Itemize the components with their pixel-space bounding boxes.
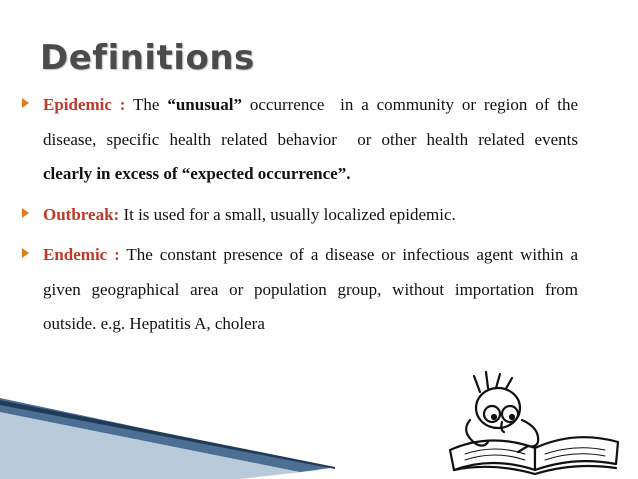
definition-text [43,88,625,192]
definition-text [43,198,578,233]
definition-epidemic [18,88,625,192]
emphasis-unusual: “unusual” [167,95,242,114]
term-epidemic: Epidemic : [43,95,126,114]
term-endemic: Endemic : [43,245,120,264]
glasses-right-lens [502,406,518,422]
glasses-left-lens [484,406,500,422]
definition-outbreak [18,198,578,233]
definitions-list [18,88,625,348]
left-eye [492,415,496,419]
definition-part: It is used for a small, usually localized epidemic. [119,204,456,224]
triangle-bullet-icon [22,208,29,218]
definition-text [43,238,578,342]
definition-part: The [133,95,168,114]
right-eye [510,415,514,419]
triangle-bullet-icon [22,98,29,108]
emphasis-excess: clearly in excess of “expected occurrence”. [43,164,351,183]
definition-part: occurrence in a community or region of the disease, specific health related behavior or other health related events [43,95,625,149]
triangle-bullet-icon [22,248,29,258]
term-outbreak: Outbreak: [43,204,120,224]
slide-title: Definitions [40,38,255,78]
reader-with-book-cartoon [440,370,630,475]
right-arm [522,420,538,447]
definition-endemic [18,238,578,342]
definition-part: The constant presence of a disease or infectious agent within a given geographical area or population group, without importation from outside. e.g. Hepatitis A, cholera [43,245,578,333]
